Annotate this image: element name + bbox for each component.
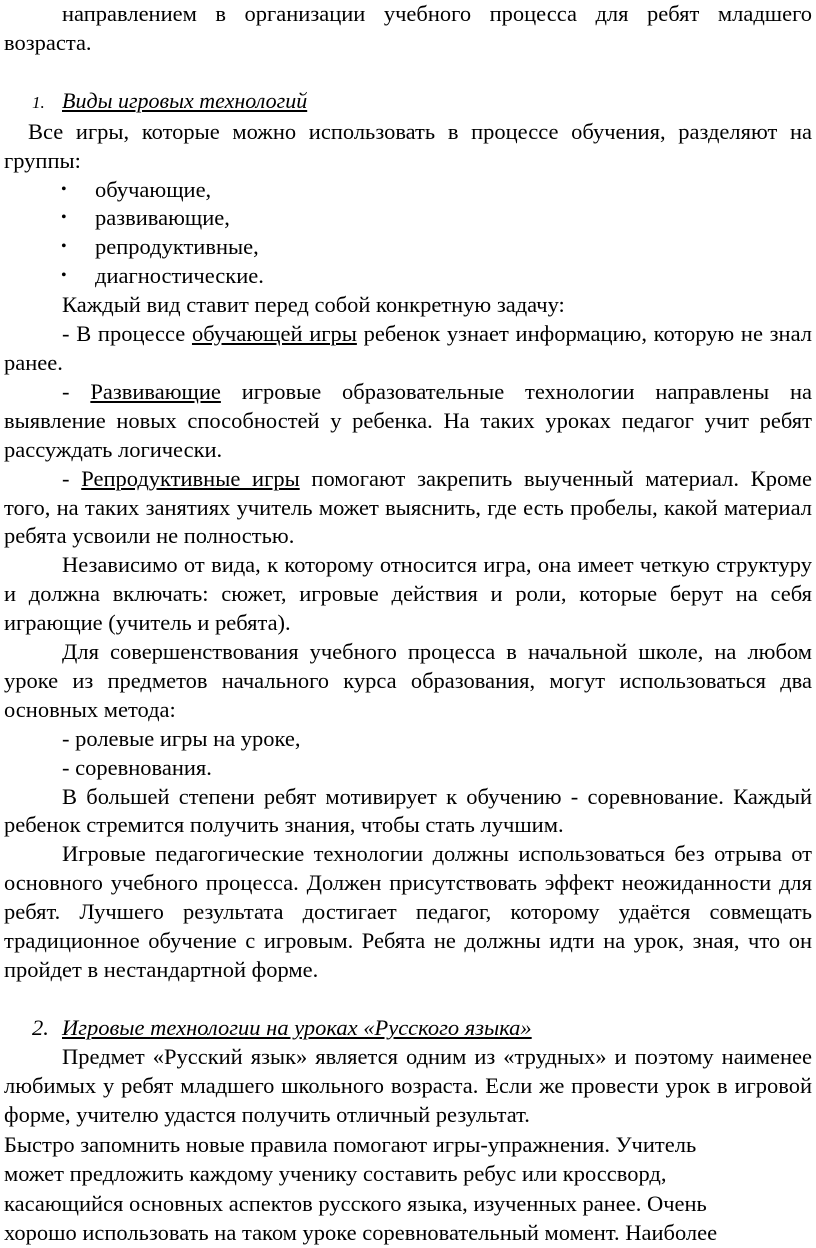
method-role-play: - ролевые игры на уроке, <box>62 725 301 751</box>
paragraph-motivation: В большей степени ребят мотивирует к обучению - соревнование. Каждый ребенок стремится получить знания, чтобы стать лучшим. <box>4 783 812 838</box>
item-text: помогают закрепить выученный материал. Кроме того, на таких занятиях учитель может выяснить, где есть пробелы, какой материал ребята усвоили не полностью. <box>4 465 812 549</box>
list-item-label: диагностические. <box>95 263 264 289</box>
list-item <box>4 176 812 205</box>
list-item-label: обучающие, <box>95 176 212 202</box>
item-prefix: - <box>62 465 82 491</box>
term-learning-game: обучающей игры <box>191 321 357 347</box>
section-2-number: 2. <box>32 1014 49 1040</box>
section-1-number: 1. <box>32 92 45 112</box>
section-1-title: Виды игровых технологий <box>62 87 308 113</box>
section-2-heading <box>4 1014 812 1043</box>
intro-line-2: возраста. <box>4 29 92 55</box>
game-types-list <box>4 176 812 292</box>
paragraph-learning-game <box>4 320 812 378</box>
method-competition: - соревнования. <box>62 754 212 780</box>
section-1-heading <box>4 87 812 118</box>
paragraph-structure: Независимо от вида, к которому относится игра, она имеет четкую структуру и должна включать: сюжет, игровые действия и роли, которые берут на себя играющие (учитель и ребята). <box>4 552 812 636</box>
list-item-label: развивающие, <box>95 205 230 231</box>
task-line: Каждый вид ставит перед собой конкретную задачу: <box>62 292 565 318</box>
list-item <box>4 233 812 262</box>
list-item <box>4 204 812 233</box>
section-2-title: Игровые технологии на уроках «Русского языка» <box>62 1014 532 1040</box>
item-prefix: - <box>62 378 91 404</box>
paragraph-reproductive-game <box>4 465 812 552</box>
section-1-lead: Все игры, которые можно использовать в процессе обучения, разделяют на группы: <box>4 118 812 173</box>
bullet-icon: • <box>61 209 67 227</box>
bullet-icon: • <box>61 180 67 198</box>
list-item-label: репродуктивные, <box>95 234 259 260</box>
intro-line-1: направлением в организации учебного процесса для ребят младшего <box>62 1 812 26</box>
bullet-icon: • <box>61 238 67 256</box>
spacer <box>4 985 812 1014</box>
document-page <box>4 0 812 1248</box>
list-item <box>4 262 812 291</box>
spacer <box>4 58 812 87</box>
term-reproductive-game: Репродуктивные игры <box>81 465 300 491</box>
item-text: игровые образовательные технологии направлены на выявление новых способностей у ребенка. На таких уроках педагог учит ребят рассуждать логически. <box>4 378 812 462</box>
paragraph-technologies: Игровые педагогические технологии должны использоваться без отрыва от основного учебного процесса. Должен присутствовать эффект неожиданности для ребят. Лучшего результата достигает педагог, которому удаётся совмещать традиционное обучение с игровым. Ребята не должны идти на урок, зная, что он пройдет в нестандартной форме. <box>4 841 812 982</box>
tail-line-3: касающийся основных аспектов русского языка, изученных ранее. Очень <box>4 1190 707 1216</box>
term-developing-game: Развивающие <box>90 378 221 404</box>
paragraph-methods: Для совершенствования учебного процесса в начальной школе, на любом уроке из предметов начального курса образования, могут использоваться два основных метода: <box>4 639 812 722</box>
paragraph-subject: Предмет «Русский язык» является одним из «трудных» и поэтому наименее любимых у ребят младшего школьного возраста. Если же провести урок в игровой форме, учителю удастся получить отличный результат. <box>4 1043 812 1127</box>
paragraph-developing-game <box>4 378 812 465</box>
bullet-icon: • <box>61 267 67 285</box>
tail-line-2: может предложить каждому ученику составить ребус или кроссворд, <box>4 1161 667 1187</box>
tail-line-4: хорошо использовать на таком уроке соревновательный момент. Наиболее <box>4 1220 718 1246</box>
item-prefix: - В процессе <box>62 321 192 347</box>
tail-line-1: Быстро запомнить новые правила помогают игры-упражнения. Учитель <box>4 1131 697 1157</box>
item-text: ребенок узнает информацию, которую не знал ранее. <box>4 321 812 375</box>
